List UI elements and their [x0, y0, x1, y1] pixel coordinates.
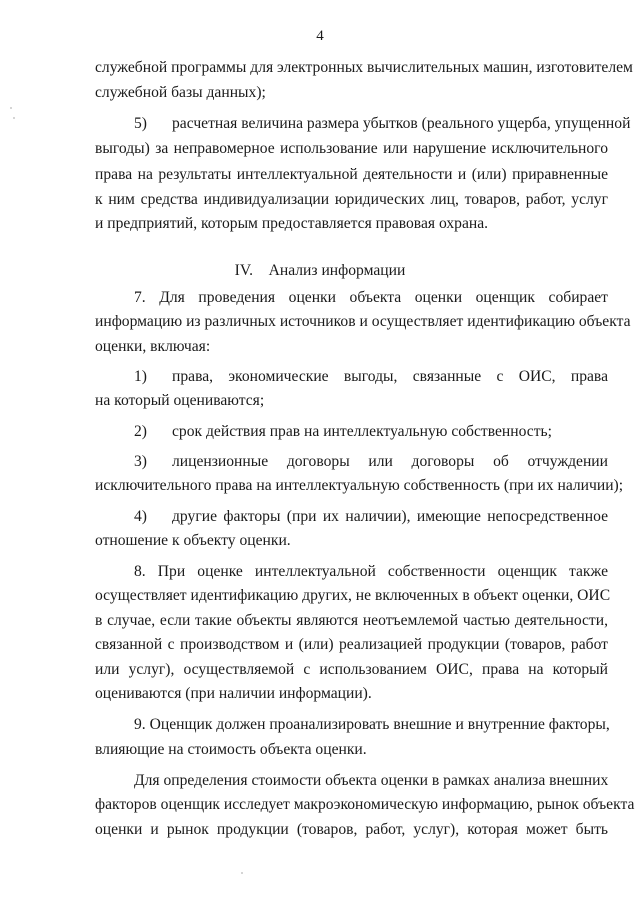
- text-line: отношение к объекту оценки.: [95, 532, 291, 549]
- text-line: срок действия прав на интеллектуальную собственность;: [172, 423, 552, 440]
- list-item-4: [134, 506, 608, 528]
- text-line: к ним средства индивидуализации юридических лиц, товаров, работ, услуг: [95, 191, 608, 208]
- text-line: оцениваются (при наличии информации).: [95, 685, 372, 702]
- text-line: лицензионные договоры или договоры об отчуждении: [172, 453, 608, 470]
- scan-speck: [241, 872, 243, 874]
- scan-speck: [13, 117, 15, 119]
- list-marker: 3): [134, 453, 147, 470]
- list-item-2: [134, 421, 608, 443]
- section-title: Анализ информации: [268, 262, 406, 279]
- text-line: влияющие на стоимость объекта оценки.: [95, 741, 367, 758]
- text-line: исключительного права на интеллектуальную собственность (при их наличии);: [95, 477, 624, 494]
- paragraph-7-line: 7. Для проведения оценки объекта оценки оценщик собирает: [134, 289, 608, 306]
- paragraph-8-line: 8. При оценке интеллектуальной собственности оценщик также: [134, 563, 608, 580]
- list-marker: 5): [134, 115, 147, 132]
- text-line: факторов оценщик исследует макроэкономическую информацию, рынок объекта: [95, 796, 635, 813]
- paragraph-9-line: 9. Оценщик должен проанализировать внешние и внутренние факторы,: [134, 716, 610, 733]
- scan-speck: [10, 107, 12, 109]
- text-line: служебной базы данных);: [95, 84, 266, 101]
- paragraph-10-line: Для определения стоимости объекта оценки в рамках анализа внешних: [134, 772, 609, 789]
- text-line: осуществляет идентификацию других, не включенных в объект оценки, ОИС: [95, 587, 611, 604]
- text-line: другие факторы (при их наличии), имеющие непосредственное: [172, 508, 608, 525]
- text-line: в случае, если такие объекты являются неотъемлемой частью деятельности,: [95, 612, 608, 629]
- text-line: права, экономические выгоды, связанные с ОИС, права: [172, 368, 608, 385]
- text-line: связанной с производством и (или) реализацией продукции (товаров, работ: [95, 636, 608, 653]
- page-number: 4: [316, 28, 324, 44]
- text-line: на который оцениваются;: [95, 392, 265, 409]
- text-line: и предприятий, которым предоставляется правовая охрана.: [95, 215, 489, 232]
- text-line: или услуг), осуществляемой с использованием ОИС, права на который: [95, 661, 608, 678]
- section-number: IV.: [234, 262, 253, 279]
- text-line: оценки и рынок продукции (товаров, работ, услуг), которая может быть: [95, 821, 608, 838]
- list-item-1: [134, 366, 608, 388]
- list-marker: 1): [134, 368, 147, 385]
- text-line: служебной программы для электронных вычислительных машин, изготовителем: [95, 59, 633, 76]
- text-line: информацию из различных источников и осуществляет идентификацию объекта: [95, 313, 631, 330]
- text-line: права на результаты интеллектуальной деятельности и (или) приравненные: [95, 166, 608, 183]
- list-marker: 4): [134, 508, 147, 525]
- text-line: выгоды) за неправомерное использование или нарушение исключительного: [95, 140, 608, 157]
- text-line: расчетная величина размера убытков (реального ущерба, упущенной: [172, 115, 631, 132]
- list-item-3: [134, 451, 608, 473]
- text-line: оценки, включая:: [95, 338, 211, 355]
- list-marker: 2): [134, 423, 147, 440]
- section-heading: [0, 260, 640, 282]
- list-item-5: [134, 113, 631, 135]
